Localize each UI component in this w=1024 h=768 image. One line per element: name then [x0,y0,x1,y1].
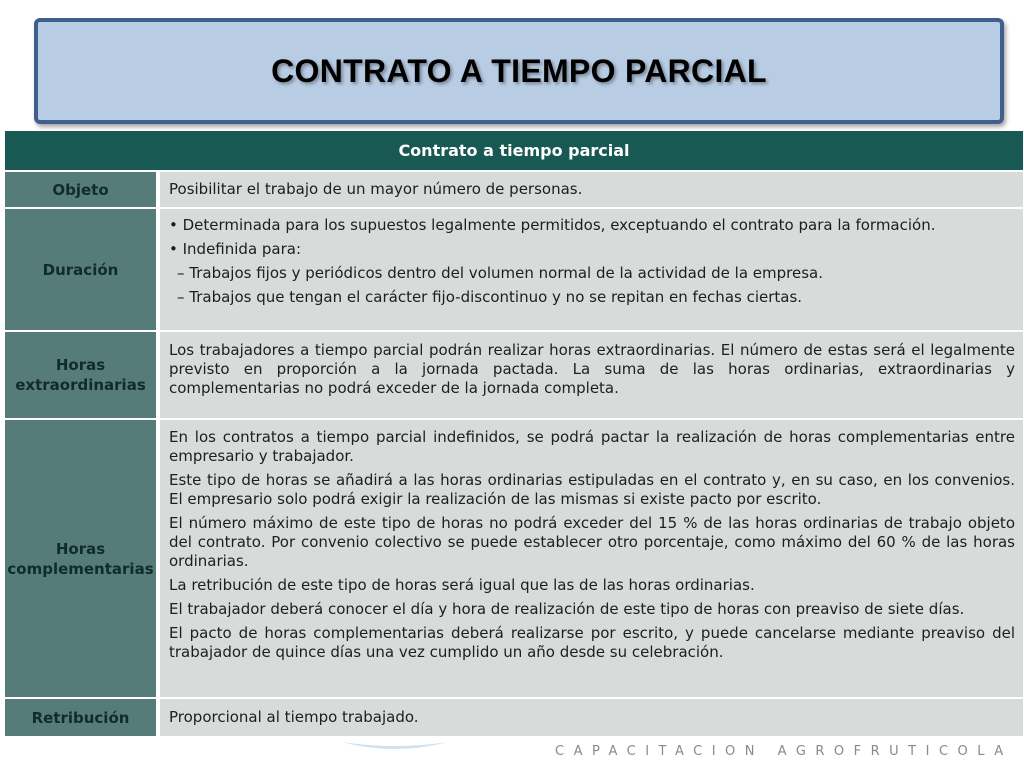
title-banner [34,18,1004,124]
contract-table [5,131,1023,736]
footer-brand-text: CAPACITACION AGROFRUTICOLA [555,744,1013,759]
table-header-title: Contrato a tiempo parcial [398,141,630,160]
complementarias-para-1: En los contratos a tiempo parcial indefinidos, se podrá pactar la realización de horas complementarias entre empresario y trabajador. [169,428,1015,465]
complementarias-para-3: El número máximo de este tipo de horas no podrá exceder del 15 % de las horas ordinarias de trabajo objeto del contrato. Por convenio colectivo se puede establecer otro porcentaje, como máximo del 60 % de las horas ordinarias. [169,514,1015,570]
logo-swoosh-icon [340,740,450,754]
row-content-horas-complementarias [160,420,1023,697]
row-label-retribucion: Retribución [5,699,156,736]
duracion-line-3: – Trabajos fijos y periódicos dentro del volumen normal de la actividad de la empresa. [177,264,824,282]
table-header-corner [5,131,156,170]
page-title: CONTRATO A TIEMPO PARCIAL [271,52,767,89]
table-row-duracion [5,209,1023,330]
row-label-duracion: Duración [5,209,156,330]
duracion-line-2: • Indefinida para: [169,240,302,258]
complementarias-para-4: La retribución de este tipo de horas será igual que las de las horas ordinarias. [169,576,755,594]
row-content-objeto [160,172,1023,207]
row-content-retribucion [160,699,1023,736]
row-content-horas-extraordinarias [160,332,1023,418]
retribucion-text: Proporcional al tiempo trabajado. [169,708,419,726]
extraordinarias-text: Los trabajadores a tiempo parcial podrán realizar horas extraordinarias. El número de estas será el legalmente previsto en proporción a la jornada pactada. La suma de las horas ordinarias, extraordinarias y complementarias no podrá exceder de la jornada completa. [169,341,1015,397]
complementarias-para-5: El trabajador deberá conocer el día y hora de realización de este tipo de horas con preaviso de siete días. [169,600,965,618]
table-row-horas-extraordinarias [5,332,1023,418]
row-label-horas-extraordinarias: Horas extraordinarias [5,332,156,418]
complementarias-para-2: Este tipo de horas se añadirá a las horas ordinarias estipuladas en el contrato y, en su caso, en los convenios. El empresario solo podrá exigir la realización de las mismas si existe pacto por escrito. [169,471,1015,508]
table-row-objeto [5,172,1023,207]
objeto-text: Posibilitar el trabajo de un mayor número de personas. [169,180,583,198]
duracion-line-1: • Determinada para los supuestos legalmente permitidos, exceptuando el contrato para la formación. [169,216,936,234]
row-label-horas-complementarias: Horas complementarias [5,420,156,697]
row-label-objeto: Objeto [5,172,156,207]
duracion-line-4: – Trabajos que tengan el carácter fijo-discontinuo y no se repitan en fechas ciertas. [177,288,803,306]
table-row-horas-complementarias [5,420,1023,697]
table-header [5,131,1023,170]
complementarias-para-6: El pacto de horas complementarias deberá realizarse por escrito, y puede cancelarse mediante preaviso del trabajador de quince días una vez cumplido un año desde su celebración. [169,624,1015,661]
row-content-duracion [160,209,1023,330]
table-row-retribucion [5,699,1023,736]
